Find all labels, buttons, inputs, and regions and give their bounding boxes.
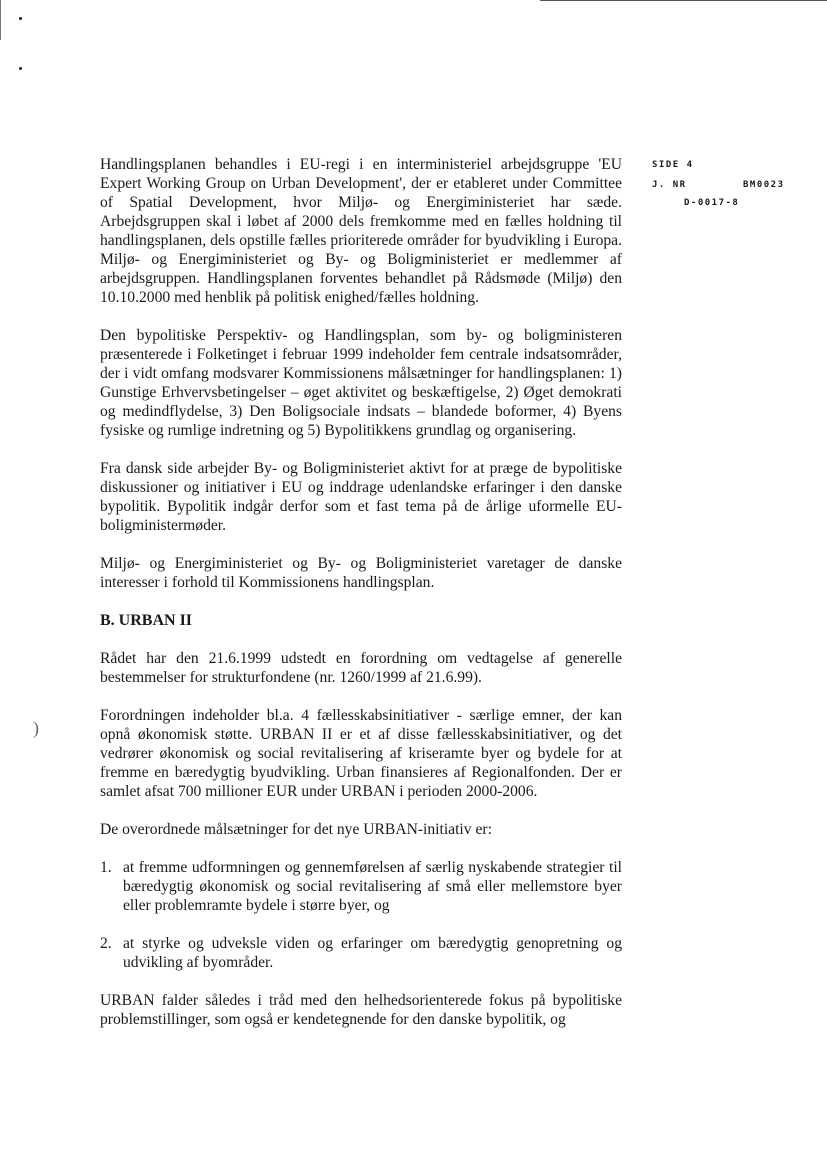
scan-speck	[19, 67, 22, 70]
list-item	[100, 934, 622, 972]
list-number: 2.	[100, 935, 112, 952]
document-body	[100, 155, 622, 1048]
scan-edge-line	[540, 0, 827, 1]
scan-mark: )	[33, 718, 39, 738]
dossier-number: D-0017-8	[684, 198, 740, 208]
paragraph-community-initiatives: Forordningen indeholder bl.a. 4 fællesskabsinitiativer - særlige emner, der kan opnå økonomisk støtte. URBAN II er et af disse fællesskabsinitiativer, og det vedrører økonomisk og social revitalisering af kriseramte byer og bydele for at fremme en bæredygtig byudvikling. Urban finansieres af Regionalfonden. Der er samlet afsat 700 millioner EUR under URBAN i perioden 2000-2006.	[100, 707, 622, 800]
scan-speck	[19, 17, 22, 20]
paragraph-danish-side: Fra dansk side arbejder By- og Boligministeriet aktivt for at præge de bypolitiske diskussioner og initiativer i EU og inddrage udenlandske erfaringer i den danske bypolitik. Bypolitik indgår derfor som et fast tema på de årlige uformelle EU-boligministermøder.	[100, 460, 622, 534]
scan-left-rule	[0, 0, 1, 40]
paragraph-regulation: Rådet har den 21.6.1999 udstedt en forordning om vedtagelse af generelle bestemmelser for strukturfondene (nr. 1260/1999 af 21.6.99).	[100, 650, 622, 686]
section-heading-urban-ii: B. URBAN II	[100, 612, 193, 629]
paragraph-ministries: Miljø- og Energiministeriet og By- og Boligministeriet varetager de danske interesser i forhold til Kommissionens handlingsplan.	[100, 555, 622, 591]
paragraph-urban-policy: Den bypolitiske Perspektiv- og Handlingsplan, som by- og boligministeren præsenterede i Folketinget i februar 1999 indeholder fem centrale indsatsområder, der i vidt omfang modsvarer Kommissionens målsætninger for handlingsplanen: 1) Gunstige Erhvervsbetingelser – øget aktivitet og beskæftigelse, 2) Øget demokrati og medindflydelse, 3) Den Boligsociale indsats – blandede boformer, 4) Byens fysiske og rumlige indretning og 5) Bypolitikkens grundlag og organisering.	[100, 327, 622, 439]
list-number: 1.	[100, 859, 112, 876]
journal-label: J. NR	[652, 180, 687, 190]
list-text: at fremme udformningen og gennemførelsen af særlig nyskabende strategier til bæredygtig økonomisk og social revitalisering af små eller mellemstore byer eller problemramte bydele i større byer, og	[123, 859, 622, 914]
side-note: SIDE 4	[652, 160, 694, 170]
journal-number: BM0023	[743, 180, 785, 190]
list-text: at styrke og udveksle viden og erfaringer om bæredygtig genopretning og udvikling af byområder.	[123, 935, 622, 971]
list-item	[100, 858, 622, 915]
paragraph-urban-coherence: URBAN falder således i tråd med den helhedsorienterede fokus på bypolitiske problemstillinger, som også er kendetegnende for den danske bypolitik, og	[100, 992, 622, 1028]
paragraph-action-plan: Handlingsplanen behandles i EU-regi i en interministeriel arbejdsgruppe 'EU Expert Working Group on Urban Development', der er etableret under Committee of Spatial Development, hvor Miljø- og Energiministeriet har sæde. Arbejdsgruppen skal i løbet af 2000 dels fremkomme med en fælles holdning til handlingsplanen, dels opstille fælles prioriterede områder for byudvikling i Europa. Miljø- og Energiministeriet og By- og Boligministeriet er medlemmer af arbejdsgruppen. Handlingsplanen forventes behandlet på Rådsmøde (Miljø) den 10.10.2000 med henblik på politisk enighed/fælles holdning.	[100, 156, 622, 306]
paragraph-objectives-intro: De overordnede målsætninger for det nye URBAN-initiativ er:	[100, 821, 492, 838]
